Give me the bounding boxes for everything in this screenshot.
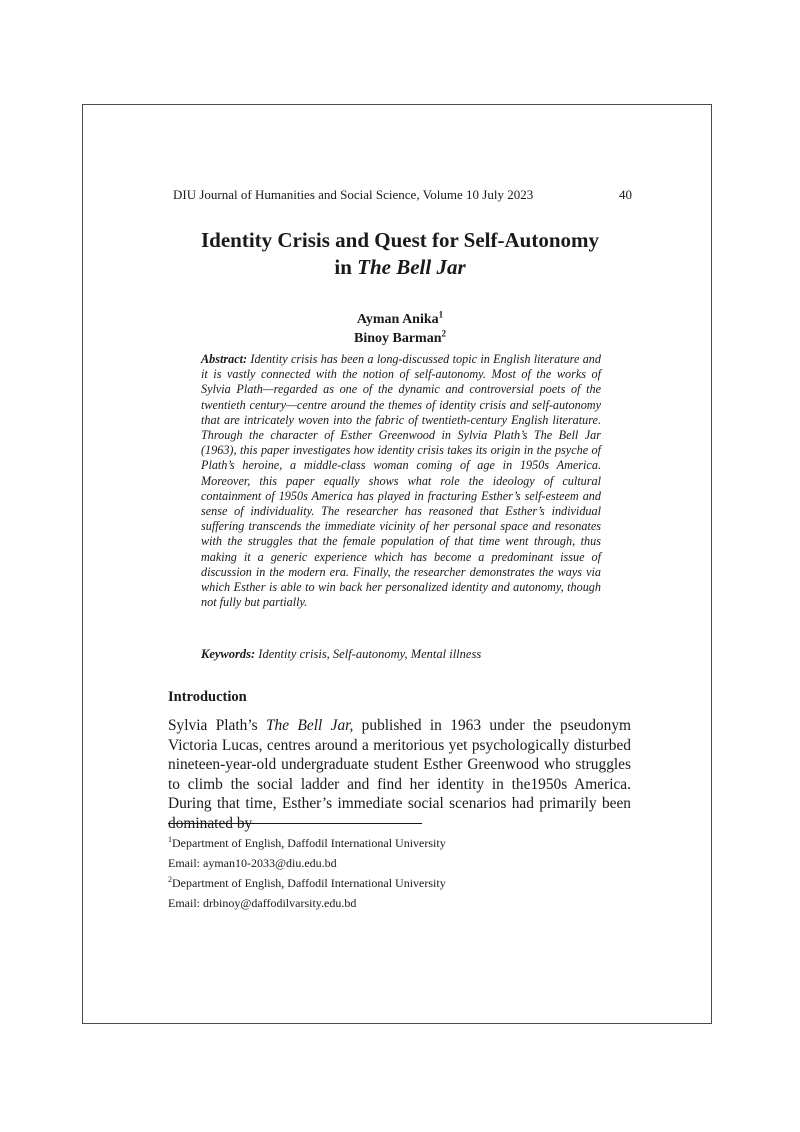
intro-book-title: The Bell Jar, (266, 717, 354, 734)
footnote-separator (168, 823, 422, 824)
abstract-text: Identity crisis has been a long-discussed topic in English literature and it is vastly connected with the notion of self-autonomy. Most of the works of Sylvia Plath—regarded as one of the dynamic and controversial poets of the twentieth century—centre around the themes of identity crisis and self-autonomy that are intricately woven into the fabric of twentieth-century English literature. Through the character of Esther Greenwood in Sylvia Plath’s The Bell Jar (1963), this paper investigates how identity crisis takes its origin in the psyche of Plath’s heroine, a middle-class woman coming of age in 1950s America. Moreover, this paper equally shows what role the ideology of cultural containment of 1950s America has played in fracturing Esther’s self-esteem and sense of individuality. The researcher has reasoned that Esther’s individual suffering transcends the immediate vicinity of her personal space and resonates with the struggles that the female population of that time went through, thus making it a generic experience which has become a predominant issue of discussion in the modern era. Finally, the researcher demonstrates the ways via which Esther is able to win back her personalized identity and autonomy, though not fully but partially. (201, 352, 601, 610)
author-list (200, 310, 600, 348)
footnote-text: Department of English, Daffodil International University (172, 836, 446, 850)
title-line-2-italic: The Bell Jar (357, 255, 466, 279)
author-footnote-mark: 2 (441, 328, 446, 339)
title-line-2 (150, 254, 650, 281)
keywords (201, 646, 601, 662)
intro-text-before: Sylvia Plath’s (168, 717, 266, 734)
footnote-text: Email: ayman10-2033@diu.edu.bd (168, 856, 337, 870)
introduction-paragraph (168, 716, 631, 833)
page-number: 40 (619, 187, 632, 202)
footnotes (168, 833, 608, 913)
footnote-1 (168, 833, 608, 853)
author-name: Binoy Barman (353, 331, 442, 346)
footnote-2-email (168, 893, 608, 913)
footnote-text: Department of English, Daffodil International University (172, 876, 446, 890)
footnote-text: Email: drbinoy@daffodilvarsity.edu.bd (168, 896, 357, 910)
author-name: Ayman Anika (356, 312, 439, 327)
footnote-2 (168, 873, 608, 893)
footnote-1-email (168, 853, 608, 873)
abstract-label: Abstract: (201, 352, 248, 366)
intro-text-after: published in 1963 under the pseudonym Victoria Lucas, centres around a meritorious yet psychologically disturbed nineteen-year-old undergraduate student Esther Greenwood who struggles to climb the social ladder and find her identity in the1950s America. During that time, Esther’s immediate social scenarios had primarily been dominated by (168, 717, 631, 832)
journal-name: DIU Journal of Humanities and Social Science, Volume 10 July 2023 (173, 187, 534, 202)
running-head (173, 187, 632, 203)
abstract (201, 352, 601, 610)
author-footnote-mark: 1 (438, 309, 444, 320)
author-2 (200, 329, 600, 348)
footnote-mark: 1 (168, 835, 172, 844)
title-line-1: Identity Crisis and Quest for Self-Autonomy (200, 228, 600, 252)
keywords-text: Identity crisis, Self-autonomy, Mental illness (255, 647, 482, 661)
title-line-2-prefix: in (334, 255, 358, 279)
author-1 (200, 310, 600, 329)
paper-title (150, 227, 650, 281)
keywords-label: Keywords: (201, 647, 256, 661)
footnote-mark: 2 (168, 875, 172, 884)
introduction-heading: Introduction (168, 689, 247, 705)
